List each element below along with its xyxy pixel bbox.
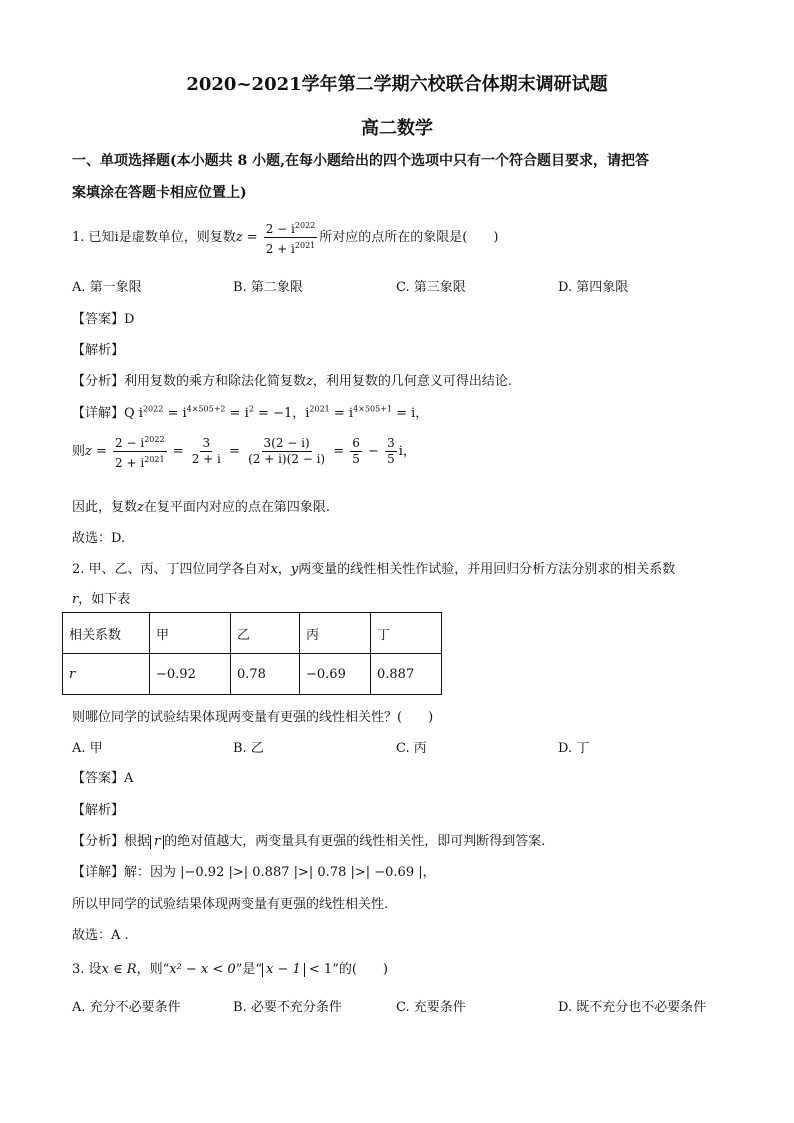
q1-calc-fraction-4: $\frac{6}{5}$ [352, 436, 360, 466]
exam-title: 2020~2021学年第二学期六校联合体期末调研试题 [186, 74, 608, 95]
table-row [63, 613, 442, 654]
table-cell: 0.887 [371, 654, 442, 695]
q1-calc-fraction-2: $\frac{3}{2 + i}$ [191, 436, 221, 466]
q1-jiexi: 【解析】 [72, 343, 125, 358]
table-cell: r [63, 654, 150, 695]
q1-option-c: C. 第三象限 [396, 280, 466, 295]
q2-option-a: A. 甲 [72, 741, 103, 756]
q2-option-d: D. 丁 [558, 741, 590, 756]
q2-choose: 故选：A . [72, 928, 129, 943]
table-header-cell: 甲 [150, 613, 231, 654]
q3-option-b: B. 必要不充分条件 [233, 1000, 342, 1015]
table-cell: 0.78 [231, 654, 300, 695]
q2-answer: 【答案】A [72, 771, 134, 786]
table-header-cell: 丁 [371, 613, 442, 654]
table-header-cell: 乙 [231, 613, 300, 654]
q3-option-c: C. 充要条件 [396, 1000, 466, 1015]
table-row [63, 654, 442, 695]
q3-option-d: D. 既不充分也不必要条件 [558, 1000, 707, 1015]
q2-option-c: C. 丙 [396, 741, 427, 756]
correlation-table [62, 612, 442, 695]
q1-choose: 故选：D. [72, 531, 126, 546]
q3-stem: 3. 设x ∈ R，则“x² − x < 0”是“ x − 1 < 1”的( ) [72, 962, 388, 977]
q1-option-d: D. 第四象限 [558, 280, 629, 295]
q1-calc-fraction-1: $\frac{2 - i^{2022}}{2 + i^{2021}}$ [113, 432, 167, 471]
q1-fraction: $\frac{2 - i^{2022}}{2 + i^{2021}}$ [264, 218, 318, 257]
q2-stem-line1: 2. 甲、乙、丙、丁四位同学各自对x，y两变量的线性相关性作试验，并用回归分析方法分别求的相关系数 [72, 562, 676, 577]
q1-calc-fraction-3: $\frac{3(2 - i)}{(2 + i)(2 - i)}$ [248, 436, 326, 466]
q2-option-b: B. 乙 [233, 741, 264, 756]
table-cell: −0.69 [300, 654, 371, 695]
q2-jiexi: 【解析】 [72, 803, 125, 818]
q2-question: 则哪位同学的试验结果体现两变量有更强的线性相关性？( ) [72, 710, 434, 725]
q2-detail: 【详解】解：因为 |−0.92 |>| 0.887 |>| 0.78 |>| −0.69 |， [72, 865, 436, 880]
q1-option-a: A. 第一象限 [72, 280, 142, 295]
q1-calculation: 则z = $\frac{2 - i^{2022}}{2 + i^{2021}}$ = $\frac{3}{2 + i}$ = $\frac{3(2 - i)}{(2 + i)(2 - i)}$ = $\frac{6}{5}$ − $\frac{3}{5}$ i， [72, 432, 416, 471]
q3-option-a: A. 充分不必要条件 [72, 1000, 181, 1015]
q1-option-b: B. 第二象限 [233, 280, 303, 295]
q2-conclusion: 所以甲同学的试验结果体现两变量有更强的线性相关性. [72, 897, 389, 912]
q1-fenxi: 【分析】利用复数的乘方和除法化简复数z，利用复数的几何意义可得出结论. [72, 374, 513, 389]
q2-stem-line2: r，如下表 [72, 592, 131, 607]
table-header-cell: 丙 [300, 613, 371, 654]
exam-subtitle: 高二数学 [361, 118, 433, 139]
q2-fenxi: 【分析】根据 r 的绝对值越大，两变量具有更强的线性相关性，即可判断得到答案. [72, 834, 546, 849]
q1-answer: 【答案】D [72, 312, 135, 327]
q1-conclusion: 因此，复数z在复平面内对应的点在第四象限. [72, 500, 331, 515]
q1-detail: 【详解】Q $i^{2022} = i^{4\times 505+2} = i^2 = -1$，$i^{2021} = i^{4\times 505+1} = i$， [72, 404, 429, 421]
table-header-cell: 相关系数 [63, 613, 150, 654]
table-cell: −0.92 [150, 654, 231, 695]
section-heading-line1: 一、单项选择题(本小题共 8 小题,在每小题给出的四个选项中只有一个符合题目要求，请把答 [72, 153, 649, 169]
q1-calc-fraction-5: $\frac{3}{5}$ [387, 436, 395, 466]
q1-stem: 1. 已知i是虚数单位，则复数z = $\frac{2 - i^{2022}}{2 + i^{2021}}$ 所对应的点所在的象限是( ) [72, 218, 498, 257]
section-heading-line2: 案填涂在答题卡相应位置上) [72, 185, 247, 201]
